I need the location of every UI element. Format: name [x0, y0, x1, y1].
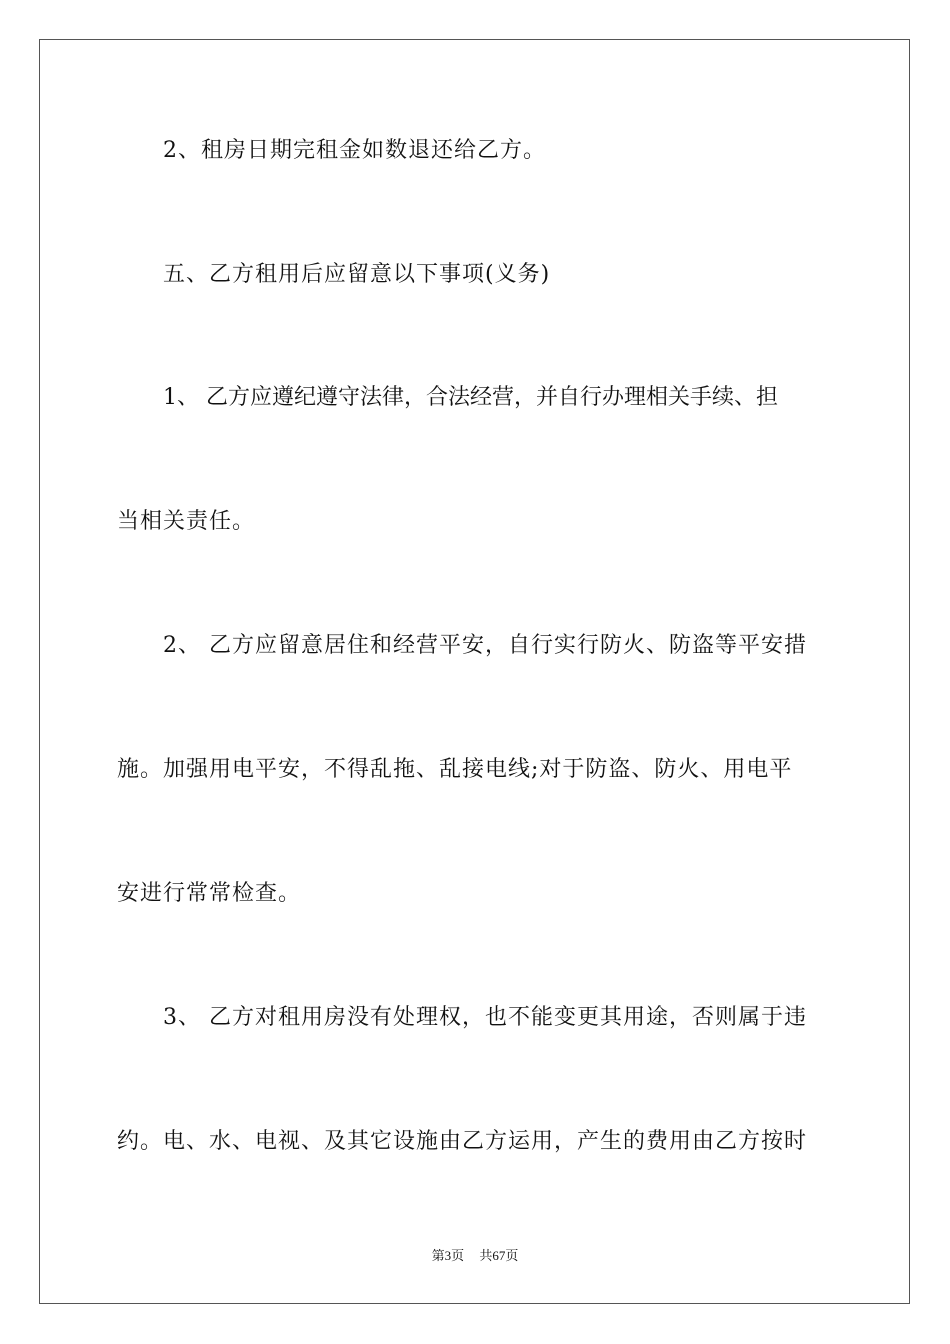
paragraph-line [163, 384, 832, 412]
paragraph-line: 施。加强用电平安，不得乱拖、乱接电线;对于防盗、防火、用电平 [117, 757, 793, 782]
section-heading: 五、乙方租用后应留意以下事项(义务) [163, 262, 551, 287]
paragraph-line: 当相关责任。 [117, 509, 256, 534]
paragraph-line: 3、 乙方对租用房没有处理权，也不能变更其用途，否则属于违 [163, 1005, 807, 1030]
page-total: 共67页 [479, 1248, 519, 1263]
page-frame [39, 39, 910, 1304]
page-footer [0, 1247, 950, 1265]
page-number: 第3页 [431, 1248, 465, 1263]
paragraph-line: 安进行常常检查。 [117, 881, 302, 906]
paragraph-line: 2、 乙方应留意居住和经营平安，自行实行防火、防盗等平安措 [163, 633, 807, 658]
paragraph-line: 2、租房日期完租金如数退还给乙方。 [163, 138, 546, 163]
paragraph-text: 1、 乙方应遵纪遵守法律，合法经营，并自行办理相关手续、担 [163, 385, 778, 410]
paragraph-line: 约。电、水、电视、及其它设施由乙方运用，产生的费用由乙方按时 [117, 1129, 808, 1154]
